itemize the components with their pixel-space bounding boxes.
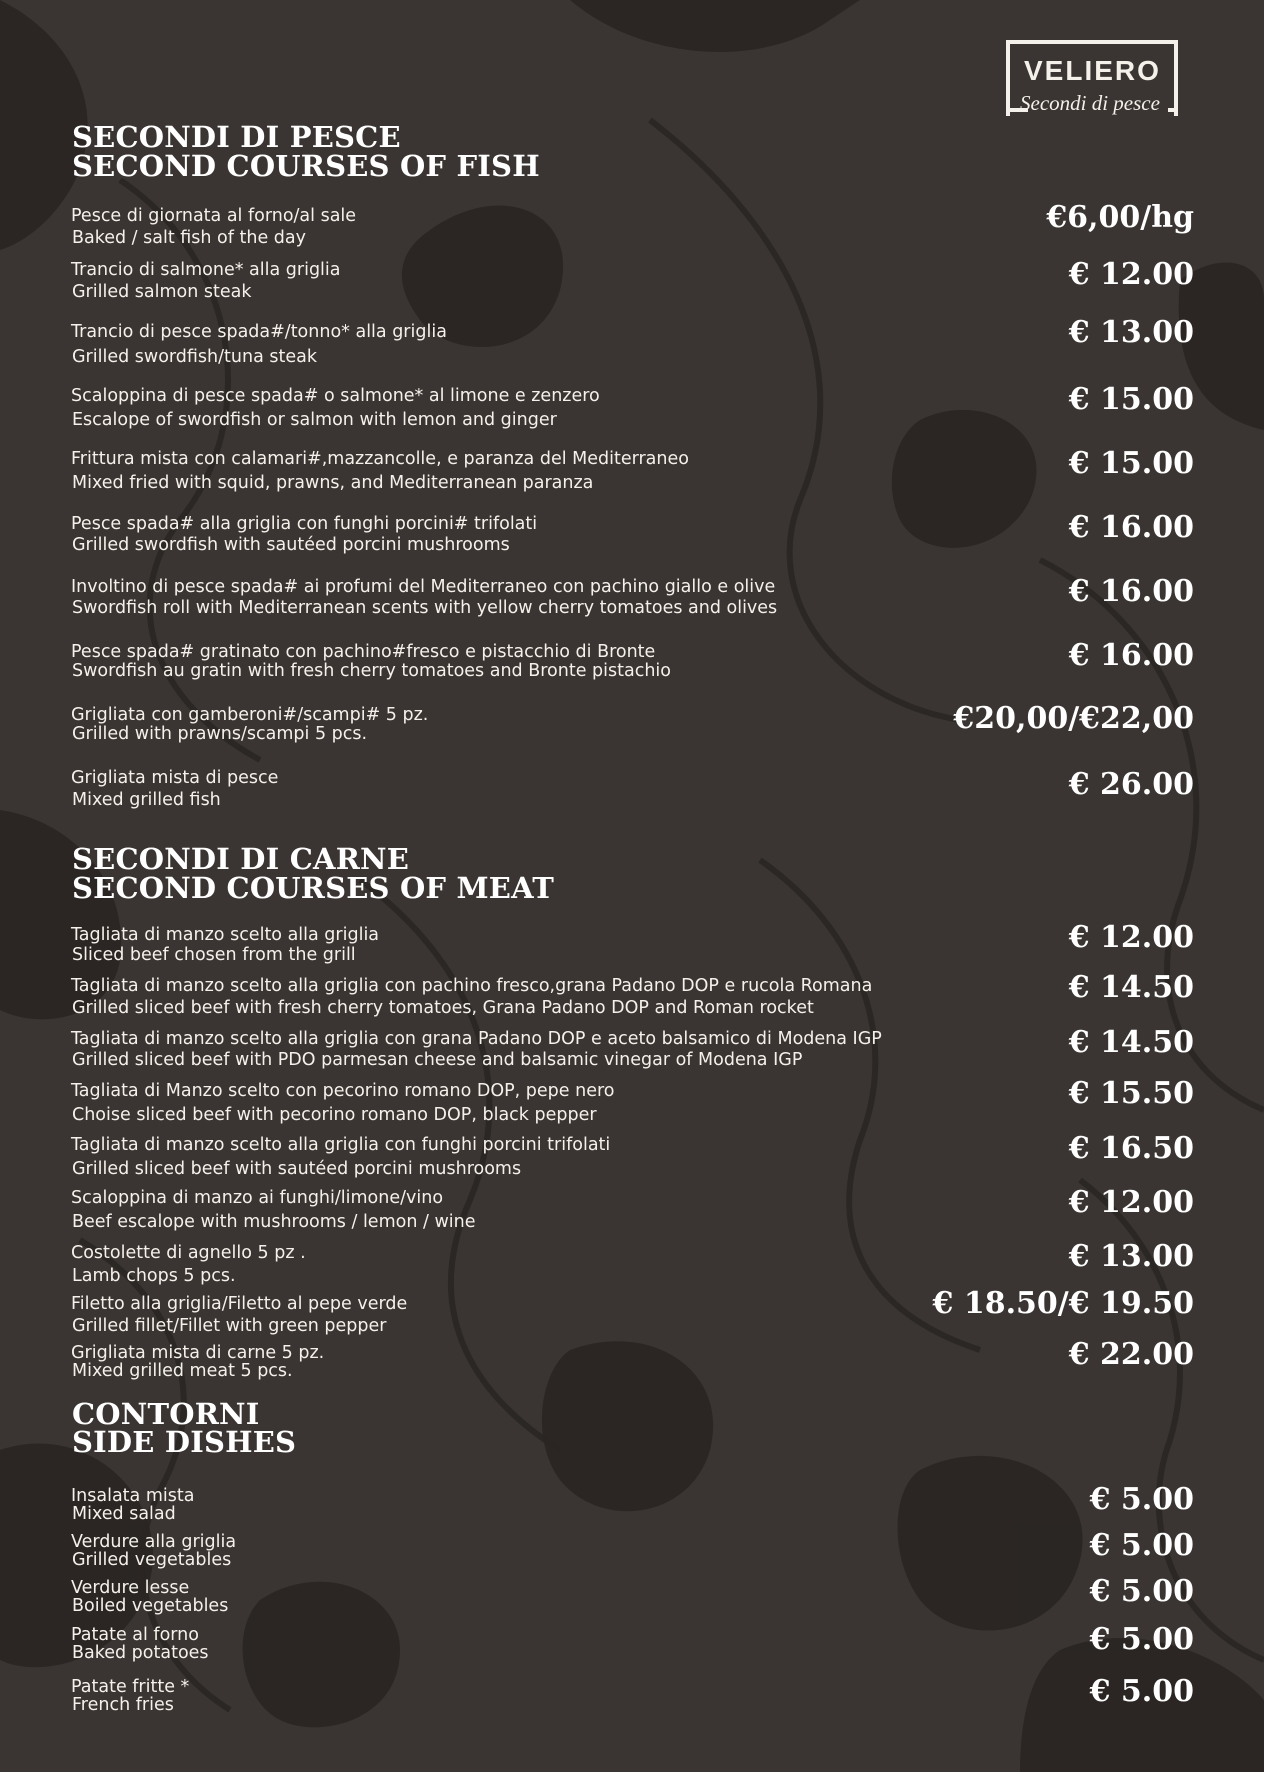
fish-item-6-en: Grilled swordfish with sautéed porcini mushrooms [72, 535, 510, 555]
side-item-5-en: French fries [72, 1695, 174, 1715]
fish-item-8-en: Swordfish au gratin with fresh cherry tomatoes and Bronte pistachio [72, 661, 671, 681]
side-item-5-it: Patate fritte * [71, 1677, 190, 1697]
section-title-sides-it: CONTORNI [72, 1397, 260, 1431]
side-item-2-en: Grilled vegetables [72, 1550, 232, 1570]
side-item-4-price: € 5.00 [1089, 1622, 1194, 1657]
meat-item-2-en: Grilled sliced beef with fresh cherry tomatoes, Grana Padano DOP and Roman rocket [72, 998, 814, 1018]
side-item-1-en: Mixed salad [72, 1504, 176, 1524]
meat-item-6-price: € 12.00 [1068, 1185, 1194, 1220]
section-title-meat-en: SECOND COURSES OF MEAT [72, 871, 555, 905]
fish-item-3-en: Grilled swordfish/tuna steak [72, 347, 317, 367]
fish-item-5-it: Frittura mista con calamari#,mazzancolle, e paranza del Mediterraneo [71, 449, 689, 469]
fish-item-2-en: Grilled salmon steak [72, 282, 252, 302]
fish-item-7-it: Involtino di pesce spada# ai profumi del Mediterraneo con pachino giallo e olive [71, 577, 776, 597]
fish-item-2-price: € 12.00 [1068, 257, 1194, 292]
meat-item-5-price: € 16.50 [1068, 1131, 1194, 1166]
logo-subtitle: Secondi di pesce [1020, 91, 1160, 115]
side-item-2-price: € 5.00 [1089, 1528, 1194, 1563]
fish-item-8-price: € 16.00 [1068, 638, 1194, 673]
side-item-5-price: € 5.00 [1089, 1674, 1194, 1709]
fish-item-6-price: € 16.00 [1068, 510, 1194, 545]
fish-item-4-en: Escalope of swordfish or salmon with lemon and ginger [72, 410, 557, 430]
fish-item-7-price: € 16.00 [1068, 574, 1194, 609]
meat-item-5-en: Grilled sliced beef with sautéed porcini mushrooms [72, 1159, 522, 1179]
section-title-sides-en: SIDE DISHES [72, 1425, 297, 1459]
fish-item-7-en: Swordfish roll with Mediterranean scents with yellow cherry tomatoes and olives [72, 598, 778, 618]
side-item-3-it: Verdure lesse [71, 1578, 190, 1598]
fish-item-6-it: Pesce spada# alla griglia con funghi porcini# trifolati [71, 514, 538, 534]
side-item-4-it: Patate al forno [71, 1625, 199, 1645]
meat-item-7-en: Lamb chops 5 pcs. [72, 1266, 236, 1286]
fish-item-1-price: €6,00/hg [1046, 200, 1194, 235]
fish-item-5-price: € 15.00 [1068, 446, 1194, 481]
meat-item-2-price: € 14.50 [1068, 970, 1194, 1005]
fish-item-1-it: Pesce di giornata al forno/al sale [71, 206, 357, 226]
side-item-2-it: Verdure alla griglia [71, 1532, 237, 1552]
fish-item-10-en: Mixed grilled fish [72, 790, 221, 810]
meat-item-8-en: Grilled fillet/Fillet with green pepper [72, 1316, 387, 1336]
side-item-3-en: Boiled vegetables [72, 1596, 229, 1616]
fish-item-9-price: €20,00/€22,00 [953, 701, 1194, 736]
fish-item-2-it: Trancio di salmone* alla griglia [71, 260, 341, 280]
meat-item-1-en: Sliced beef chosen from the grill [72, 945, 356, 965]
meat-item-3-en: Grilled sliced beef with PDO parmesan cheese and balsamic vinegar of Modena IGP [72, 1050, 803, 1070]
fish-item-4-price: € 15.00 [1068, 382, 1194, 417]
meat-item-9-en: Mixed grilled meat 5 pcs. [72, 1361, 293, 1381]
section-title-fish-it: SECONDI DI PESCE [72, 120, 401, 154]
meat-item-3-it: Tagliata di manzo scelto alla griglia con grana Padano DOP e aceto balsamico di Modena IGP [71, 1029, 882, 1049]
logo-underline-right [1168, 108, 1178, 112]
meat-item-5-it: Tagliata di manzo scelto alla griglia con funghi porcini trifolati [71, 1135, 611, 1155]
fish-item-5-en: Mixed fried with squid, prawns, and Mediterranean paranza [72, 473, 594, 493]
fish-item-8-it: Pesce spada# gratinato con pachino#fresco e pistacchio di Bronte [71, 642, 656, 662]
section-title-fish-en: SECOND COURSES OF FISH [72, 149, 540, 183]
meat-item-6-en: Beef escalope with mushrooms / lemon / wine [72, 1212, 476, 1232]
side-item-1-it: Insalata mista [71, 1486, 195, 1506]
fish-item-4-it: Scaloppina di pesce spada# o salmone* al limone e zenzero [71, 386, 600, 406]
meat-item-4-en: Choise sliced beef with pecorino romano DOP, black pepper [72, 1105, 597, 1125]
meat-item-3-price: € 14.50 [1068, 1025, 1194, 1060]
fish-item-3-price: € 13.00 [1068, 315, 1194, 350]
meat-item-8-price: € 18.50/€ 19.50 [932, 1286, 1194, 1321]
meat-item-9-it: Grigliata mista di carne 5 pz. [71, 1343, 325, 1363]
fish-item-1-en: Baked / salt fish of the day [72, 228, 306, 248]
side-item-1-price: € 5.00 [1089, 1482, 1194, 1517]
fish-item-9-it: Grigliata con gamberoni#/scampi# 5 pz. [71, 705, 429, 725]
section-title-meat-it: SECONDI DI CARNE [72, 842, 410, 876]
meat-item-7-price: € 13.00 [1068, 1239, 1194, 1274]
side-item-3-price: € 5.00 [1089, 1574, 1194, 1609]
meat-item-2-it: Tagliata di manzo scelto alla griglia con pachino fresco,grana Padano DOP e rucola Romana [71, 976, 873, 996]
meat-item-7-it: Costolette di agnello 5 pz . [71, 1243, 306, 1263]
meat-item-6-it: Scaloppina di manzo ai funghi/limone/vino [71, 1188, 444, 1208]
side-item-4-en: Baked potatoes [72, 1643, 209, 1663]
meat-item-9-price: € 22.00 [1068, 1337, 1194, 1372]
meat-item-8-it: Filetto alla griglia/Filetto al pepe verde [71, 1294, 408, 1314]
fish-item-10-it: Grigliata mista di pesce [71, 768, 279, 788]
meat-item-4-it: Tagliata di Manzo scelto con pecorino romano DOP, pepe nero [71, 1081, 615, 1101]
meat-item-1-price: € 12.00 [1068, 920, 1194, 955]
fish-item-3-it: Trancio di pesce spada#/tonno* alla griglia [71, 322, 447, 342]
fish-item-9-en: Grilled with prawns/scampi 5 pcs. [72, 724, 368, 744]
meat-item-1-it: Tagliata di manzo scelto alla griglia [71, 925, 380, 945]
logo-title: VELIERO [1024, 55, 1161, 86]
meat-item-4-price: € 15.50 [1068, 1076, 1194, 1111]
fish-item-10-price: € 26.00 [1068, 767, 1194, 802]
